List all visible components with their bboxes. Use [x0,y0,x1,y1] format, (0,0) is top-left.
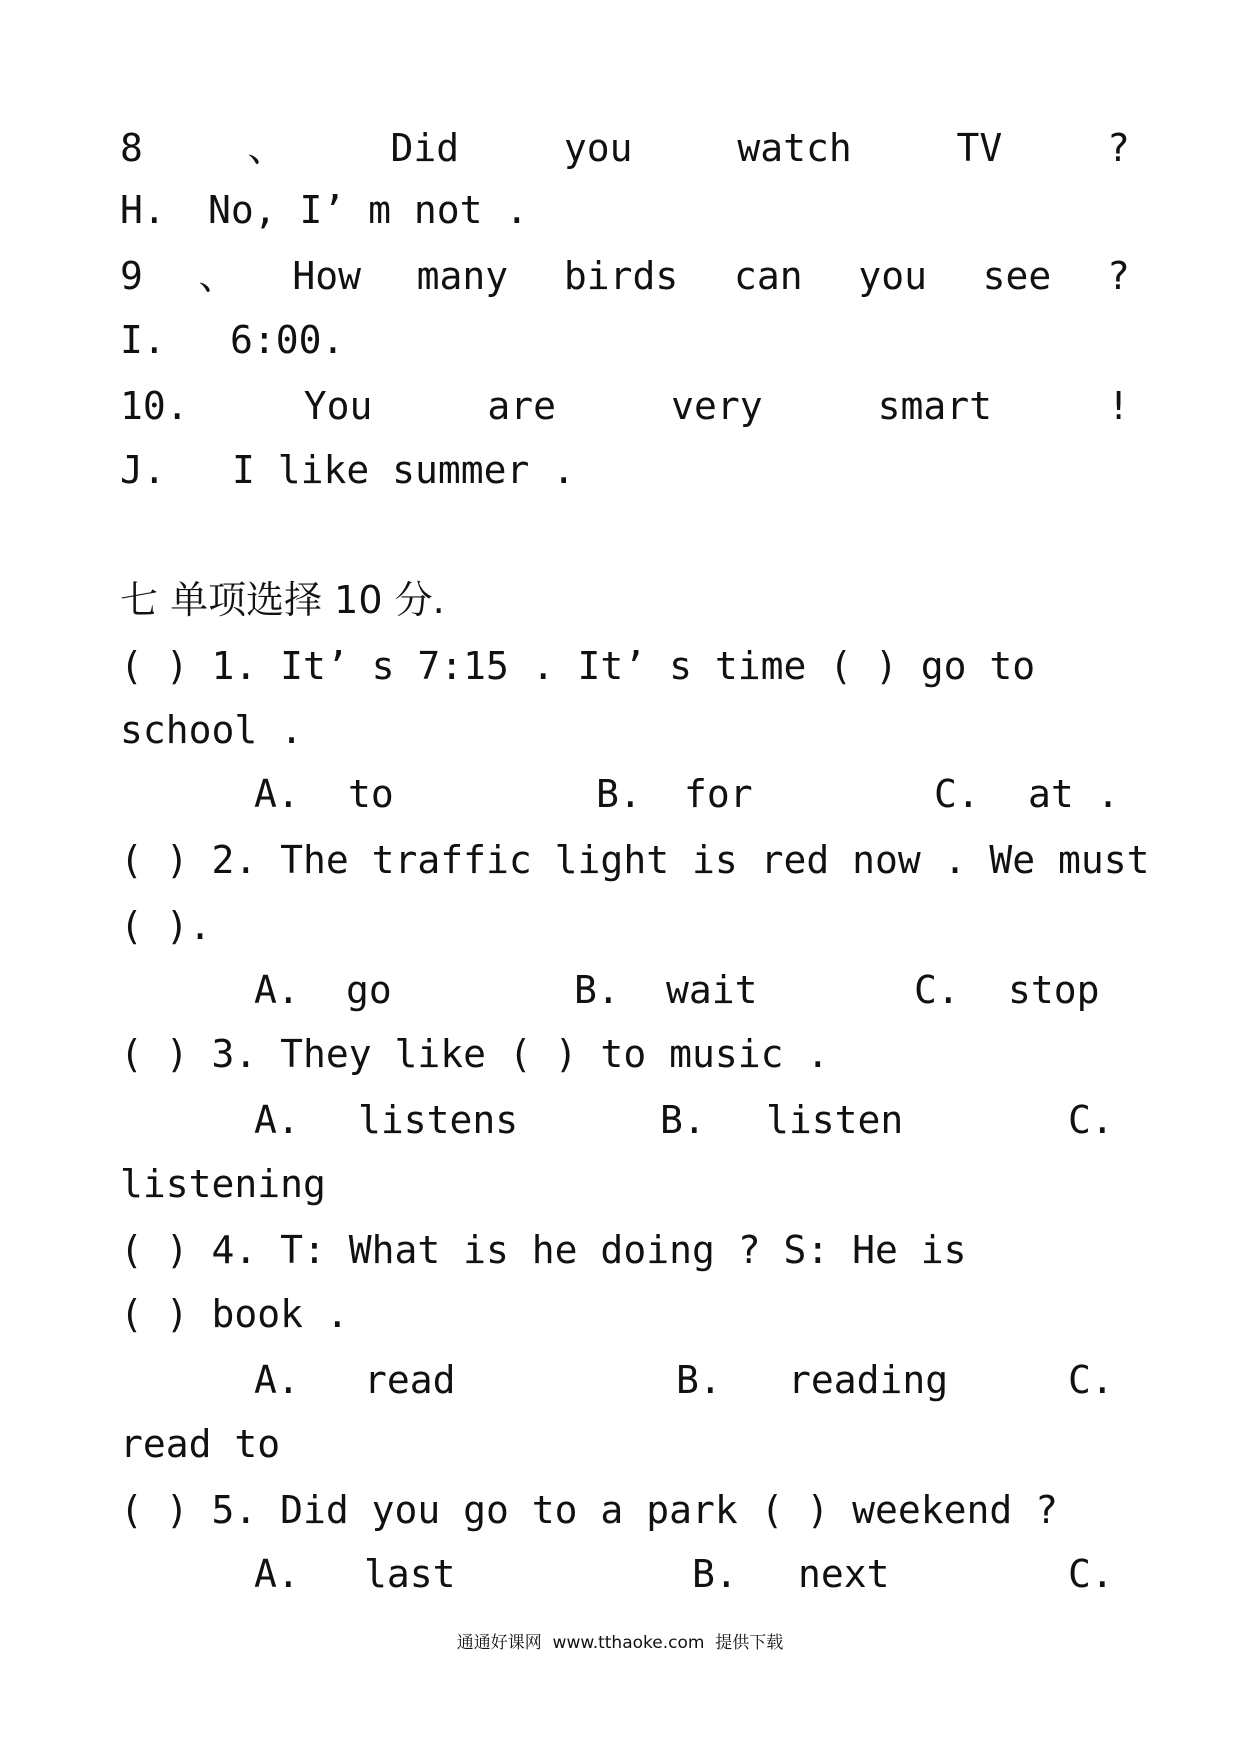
page-footer: 通通好课网 www.tthaoke.com 提供下载 [456,1633,784,1653]
question-number: 9 [120,254,143,298]
question-2-line-2: ( ). [120,904,212,948]
question-3-options [120,1090,1130,1150]
word: many [416,254,509,298]
question-1-line-2: school . [120,708,304,752]
word: you [563,126,633,170]
end-mark: ! [1107,384,1130,428]
separator: 、 [198,254,237,298]
question-2-line-1: ( ) 2. The traffic light is red now . We must [120,838,1150,882]
option-a-text: to [348,772,394,816]
option-a-label: A. [254,1098,300,1142]
option-a-text: go [346,968,392,1012]
section-title: 七 单项选择 10 分. [120,578,445,622]
option-c-label: C. [914,968,960,1012]
answer-label: I. [120,318,166,362]
option-b-label: B. [574,968,620,1012]
word: are [487,384,557,428]
option-a-text: read [364,1358,456,1402]
question-4-options [120,1350,1130,1410]
word: You [303,384,373,428]
option-a-text: last [364,1552,456,1596]
option-a-label: A. [254,968,300,1012]
option-c-label: C. [1068,1098,1114,1142]
answer-text: 6:00. [230,318,345,362]
question-3-line-1: ( ) 3. They like ( ) to music . [120,1032,830,1076]
question-2-options [120,960,1130,1020]
option-b-label: B. [596,772,642,816]
option-a-label: A. [254,772,300,816]
option-b-label: B. [660,1098,706,1142]
question-number: 8 [120,126,143,170]
question-1-options [120,764,1130,824]
option-c-text: stop [1008,968,1100,1012]
option-b-text: next [798,1552,890,1596]
matching-question-8 [120,118,1130,178]
matching-answer-h [120,180,1130,240]
separator: 、 [247,126,286,170]
option-c-label: C. [934,772,980,816]
option-b-label: B. [692,1552,738,1596]
answer-text: No, I’ m not . [208,188,529,232]
word: watch [737,126,852,170]
matching-question-10 [120,376,1130,436]
question-4-option-c-text: read to [120,1422,281,1466]
option-a-label: A. [254,1552,300,1596]
option-c-label: C. [1068,1552,1114,1596]
question-3-option-c-text: listening [120,1162,326,1206]
option-c-label: C. [1068,1358,1114,1402]
option-a-text: listens [358,1098,519,1142]
question-4-line-2: ( ) book . [120,1292,349,1336]
option-b-label: B. [676,1358,722,1402]
question-1-line-1: ( ) 1. It’ s 7:15 . It’ s time ( ) go to [120,644,1036,688]
word: TV [956,126,1003,170]
option-c-text: at . [1028,772,1120,816]
question-4-line-1: ( ) 4. T: What is he doing ? S: He is [120,1228,967,1272]
question-5-options [120,1544,1130,1604]
word: How [292,254,361,298]
matching-answer-j [120,440,1130,500]
option-b-text: wait [666,968,758,1012]
option-b-text: listen [766,1098,904,1142]
matching-question-9 [120,246,1130,306]
end-mark: ? [1107,126,1130,170]
word: you [858,254,927,298]
option-a-label: A. [254,1358,300,1402]
word: see [982,254,1052,298]
word: birds [563,254,679,298]
option-b-text: reading [788,1358,949,1402]
word: can [733,254,803,298]
end-mark: ? [1107,254,1130,298]
option-b-text: for [684,772,753,816]
word: very [671,384,763,428]
question-number: 10. [120,384,189,428]
word: Did [390,126,460,170]
word: smart [877,384,993,428]
matching-answer-i [120,310,1130,370]
question-5-line-1: ( ) 5. Did you go to a park ( ) weekend ? [120,1488,1058,1532]
answer-label: J. [120,448,166,492]
answer-text: I like summer . [232,448,576,492]
answer-label: H. [120,188,166,232]
